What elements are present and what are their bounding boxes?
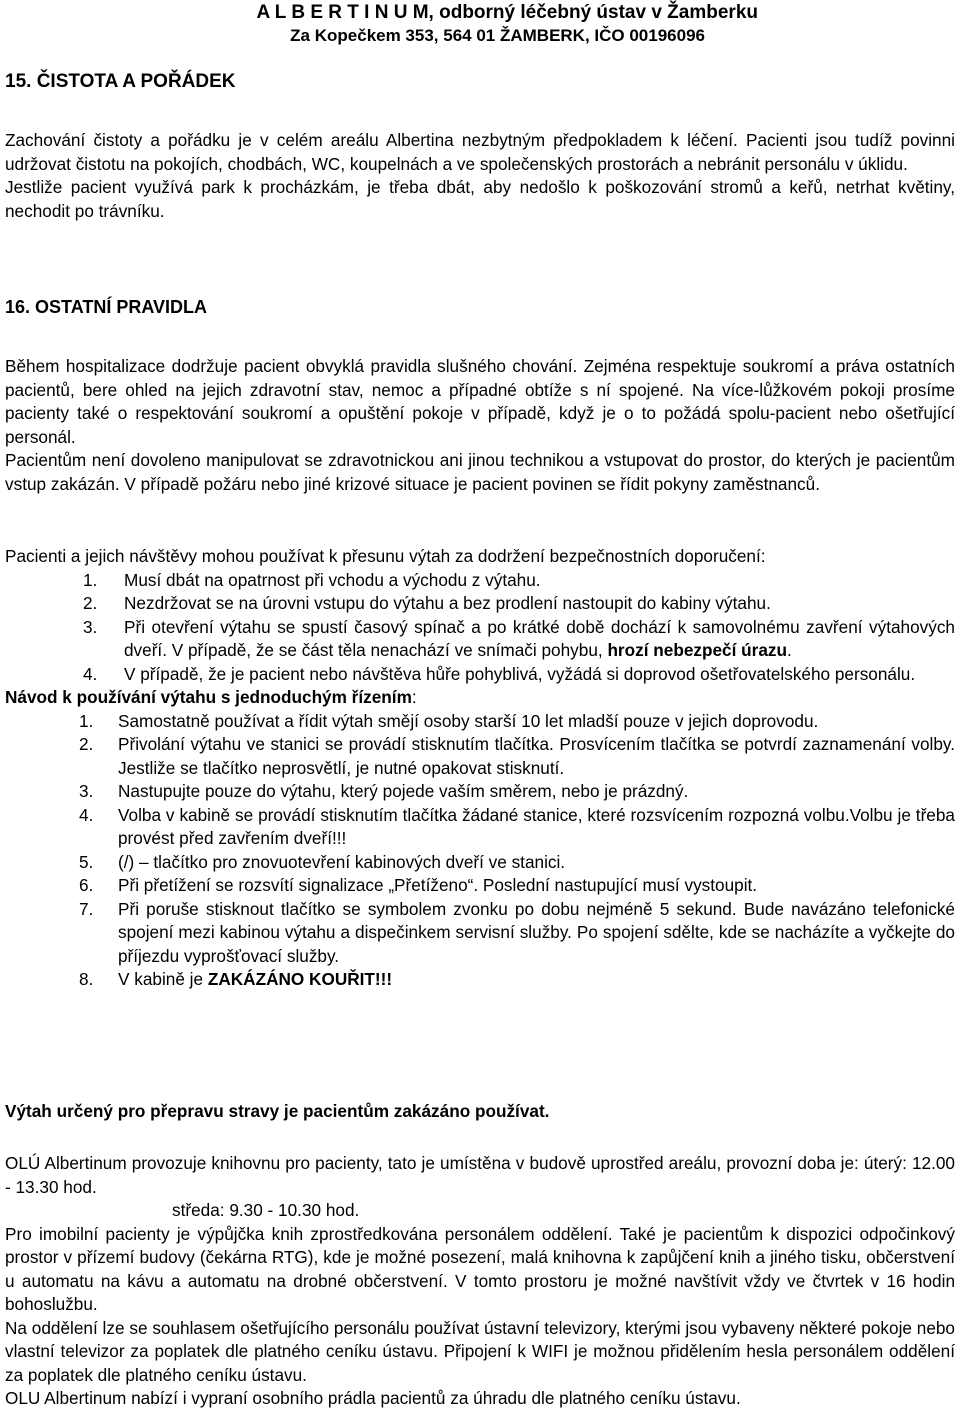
list-item-text (118, 733, 955, 780)
list-item-tail: . (786, 640, 792, 660)
list-item-number: 3. (83, 616, 98, 637)
list-item-number: 4. (83, 663, 98, 684)
list-item-text-main: Přivolání výtahu ve stanici se provádí stisknutím tlačítka. Prosvícením tlačítka se potvrdí zaznamenání volby. Jestliže se tlačítko neprosvětlí, je nutné opakovat stisknutí. (118, 734, 955, 778)
section-15-body (5, 129, 955, 223)
list-item-text (118, 898, 955, 969)
list-item-number: 6. (79, 875, 94, 895)
list-item (79, 710, 955, 734)
section-16-body (5, 355, 955, 496)
list-item (79, 733, 955, 780)
list-item-text (124, 616, 955, 663)
section-15-title: 15. ČISTOTA A POŘÁDEK (5, 71, 236, 92)
park-paragraph: Jestliže pacient využívá park k procházkám, je třeba dbát, aby nedošlo k poškozování stromů a keřů, netrhat květiny, nechodit po trávníku. (5, 177, 955, 221)
list-item-text (118, 804, 955, 851)
library-wednesday: středa: 9.30 - 10.30 hod. (172, 1200, 360, 1220)
list-item-number: 5. (79, 851, 94, 872)
list-item-text (124, 592, 955, 616)
lift-intro: Pacienti a jejich návštěvy mohou používat k přesunu výtah za dodržení bezpečnostních doporučení: (5, 546, 766, 566)
list-item-emphasis: hrozí nebezpečí úrazu (607, 640, 787, 660)
list-item-emphasis: ZAKÁZÁNO KOUŘIT!!! (207, 969, 393, 989)
list-item-text-main: Při poruše stisknout tlačítko se symbolem zvonku po dobu nejméně 5 sekund. Bude navázáno telefonické spojení mezi kabinou výtahu a dispečinkem servisní služby. Po spojení sdělte, kde se nacházíte a vyčkejte do příjezdu vyprošťovací služby. (118, 898, 955, 966)
food-lift-warning: Výtah určený pro přepravu stravy je pacientům zakázáno používat. (5, 1101, 550, 1121)
list-item-text-main: V kabině je (118, 969, 208, 989)
cleanliness-paragraph: Zachování čistoty a pořádku je v celém areálu Albertina nezbytným předpokladem k léčení. Pacienti jsou tudíž povinni udržovat čistotu na pokojích, chodbách, WC, koupelnách a ve společenských prostorách a nebránit personálu v úklidu. (5, 130, 955, 174)
list-item-text (124, 663, 955, 687)
library-paragraph: OLÚ Albertinum provozuje knihovnu pro pacienty, tato je umístěna v budově uprostřed areálu, provozní doba je: úterý: 12.00 - 13.30 hod. (5, 1153, 955, 1197)
library-section (5, 1152, 955, 1411)
list-item (79, 804, 955, 851)
list-item-number: 1. (83, 569, 98, 590)
tv-paragraph: Na oddělení lze se souhlasem ošetřujícího personálu používat ústavní televizory, kterými jsou vybaveny některé pokoje nebo vlastní televizor za poplatek dle platného ceníku ústavu. Připojení k WIFI je možnou přidělením hesla personálem oddělení za poplatek dle platného ceníku ústavu. (5, 1317, 955, 1385)
list-item-text-main: Nezdržovat se na úrovni vstupu do výtahu a bez prodlení nastoupit do kabiny výtahu. (124, 593, 771, 613)
list-item (83, 569, 955, 593)
imobile-paragraph: Pro imobilní pacienty je výpůjčka knih zprostředkována personálem oddělení. Také je pacientům k dispozici odpočinkový prostor v přízemí budovy (čekárna RTG), kde je možné posezení, malá knihovna k zapůjčení knih a jiného tisku, občerstvení u automatu na kávu a automatu na drobné občerstvení. V tomto prostoru je možné navštívit vždy ve čtvrtek v 16 hodin bohoslužbu. (5, 1223, 955, 1314)
equipment-paragraph: Pacientům není dovoleno manipulovat se zdravotnickou ani jinou technikou a vstupovat do prostor, do kterých je pacientům vstup zakázán. V případě požáru nebo jiné krizové situace je pacient povinen se řídit pokyny zaměstnanců. (5, 450, 955, 494)
list-item-text-main: Musí dbát na opatrnost při vchodu a východu z výtahu. (124, 569, 541, 590)
list-item-text-main: (/) – tlačítko pro znovuotevření kabinových dveří ve stanici. (118, 851, 566, 872)
list-item-text (118, 710, 955, 734)
list-item-number: 7. (79, 898, 94, 919)
list-item-text (124, 569, 955, 593)
list-item (83, 592, 955, 616)
list-item-number: 8. (79, 969, 94, 989)
list-item-text-main: Samostatně používat a řídit výtah smějí osoby starší 10 let mladší pouze v jejich doprovodu. (118, 710, 819, 731)
list-item-text-main: Při otevření výtahu se spustí časový spínač a po krátké době dochází k samovolnému zavření výtahových dveří. V případě, že se část těla nenachází ve snímači pohybu, (124, 616, 955, 660)
section-16-title: 16. OSTATNÍ PRAVIDLA (5, 297, 208, 317)
manual-colon: : (411, 687, 417, 707)
list-item-number: 4. (79, 804, 94, 825)
list-item (79, 898, 955, 969)
behaviour-paragraph: Během hospitalizace dodržuje pacient obvyklá pravidla slušného chování. Zejména respektuje soukromí a práva ostatních pacientů, bere ohled na jejich zdravotní stav, nemoc a případné obtíže s ní spojené. Na více-lůžkovém pokoji prosíme pacienty také o respektování soukromí a opuštění pokoje v případě, když je o to požádá spolu-pacient nebo ošetřující personál. (5, 356, 955, 447)
list-item (83, 663, 955, 687)
list-item (79, 780, 955, 804)
list-item-number: 2. (79, 734, 94, 754)
list-item-number: 3. (79, 781, 94, 801)
list-item (83, 616, 955, 663)
list-item-text (118, 874, 955, 898)
list-item-text-main: Při přetížení se rozsvítí signalizace „Přetíženo“. Poslední nastupující musí vystoupit. (118, 875, 758, 895)
manual-title: Návod k používání výtahu s jednoduchým řízením (5, 687, 412, 707)
manual-steps-list (79, 710, 955, 992)
institution-address: Za Kopečkem 353, 564 01 ŽAMBERK, IČO 00196096 (290, 26, 705, 45)
manual-heading (5, 686, 955, 710)
list-item-text (118, 851, 955, 875)
list-item-number: 2. (83, 593, 98, 613)
list-item-text (118, 968, 955, 992)
lift-rules-list (83, 569, 955, 687)
laundry-paragraph: OLU Albertinum nabízí i vypraní osobního prádla pacientů za úhradu dle platného ceníku ústavu. (5, 1388, 741, 1408)
food-lift-note (5, 1100, 955, 1124)
list-item-text-main: Volba v kabině se provádí stisknutím tlačítka žádané stanice, které rozsvícením rozpozná volbu.Volbu je třeba provést před zavřením dveří!!! (118, 804, 955, 848)
list-item-number: 1. (79, 710, 94, 731)
institution-name: A L B E R T I N U M, odborný léčebný ústav v Žamberku (256, 2, 758, 23)
list-item (79, 968, 955, 992)
lift-section (5, 545, 955, 992)
list-item-text (118, 780, 955, 804)
list-item (79, 874, 955, 898)
list-item-text-main: V případě, že je pacient nebo návštěva hůře pohyblivá, vyžádá si doprovod ošetřovatelského personálu. (124, 663, 916, 684)
list-item-text-main: Nastupujte pouze do výtahu, který pojede vaším směrem, nebo je prázdný. (118, 781, 689, 801)
list-item (79, 851, 955, 875)
